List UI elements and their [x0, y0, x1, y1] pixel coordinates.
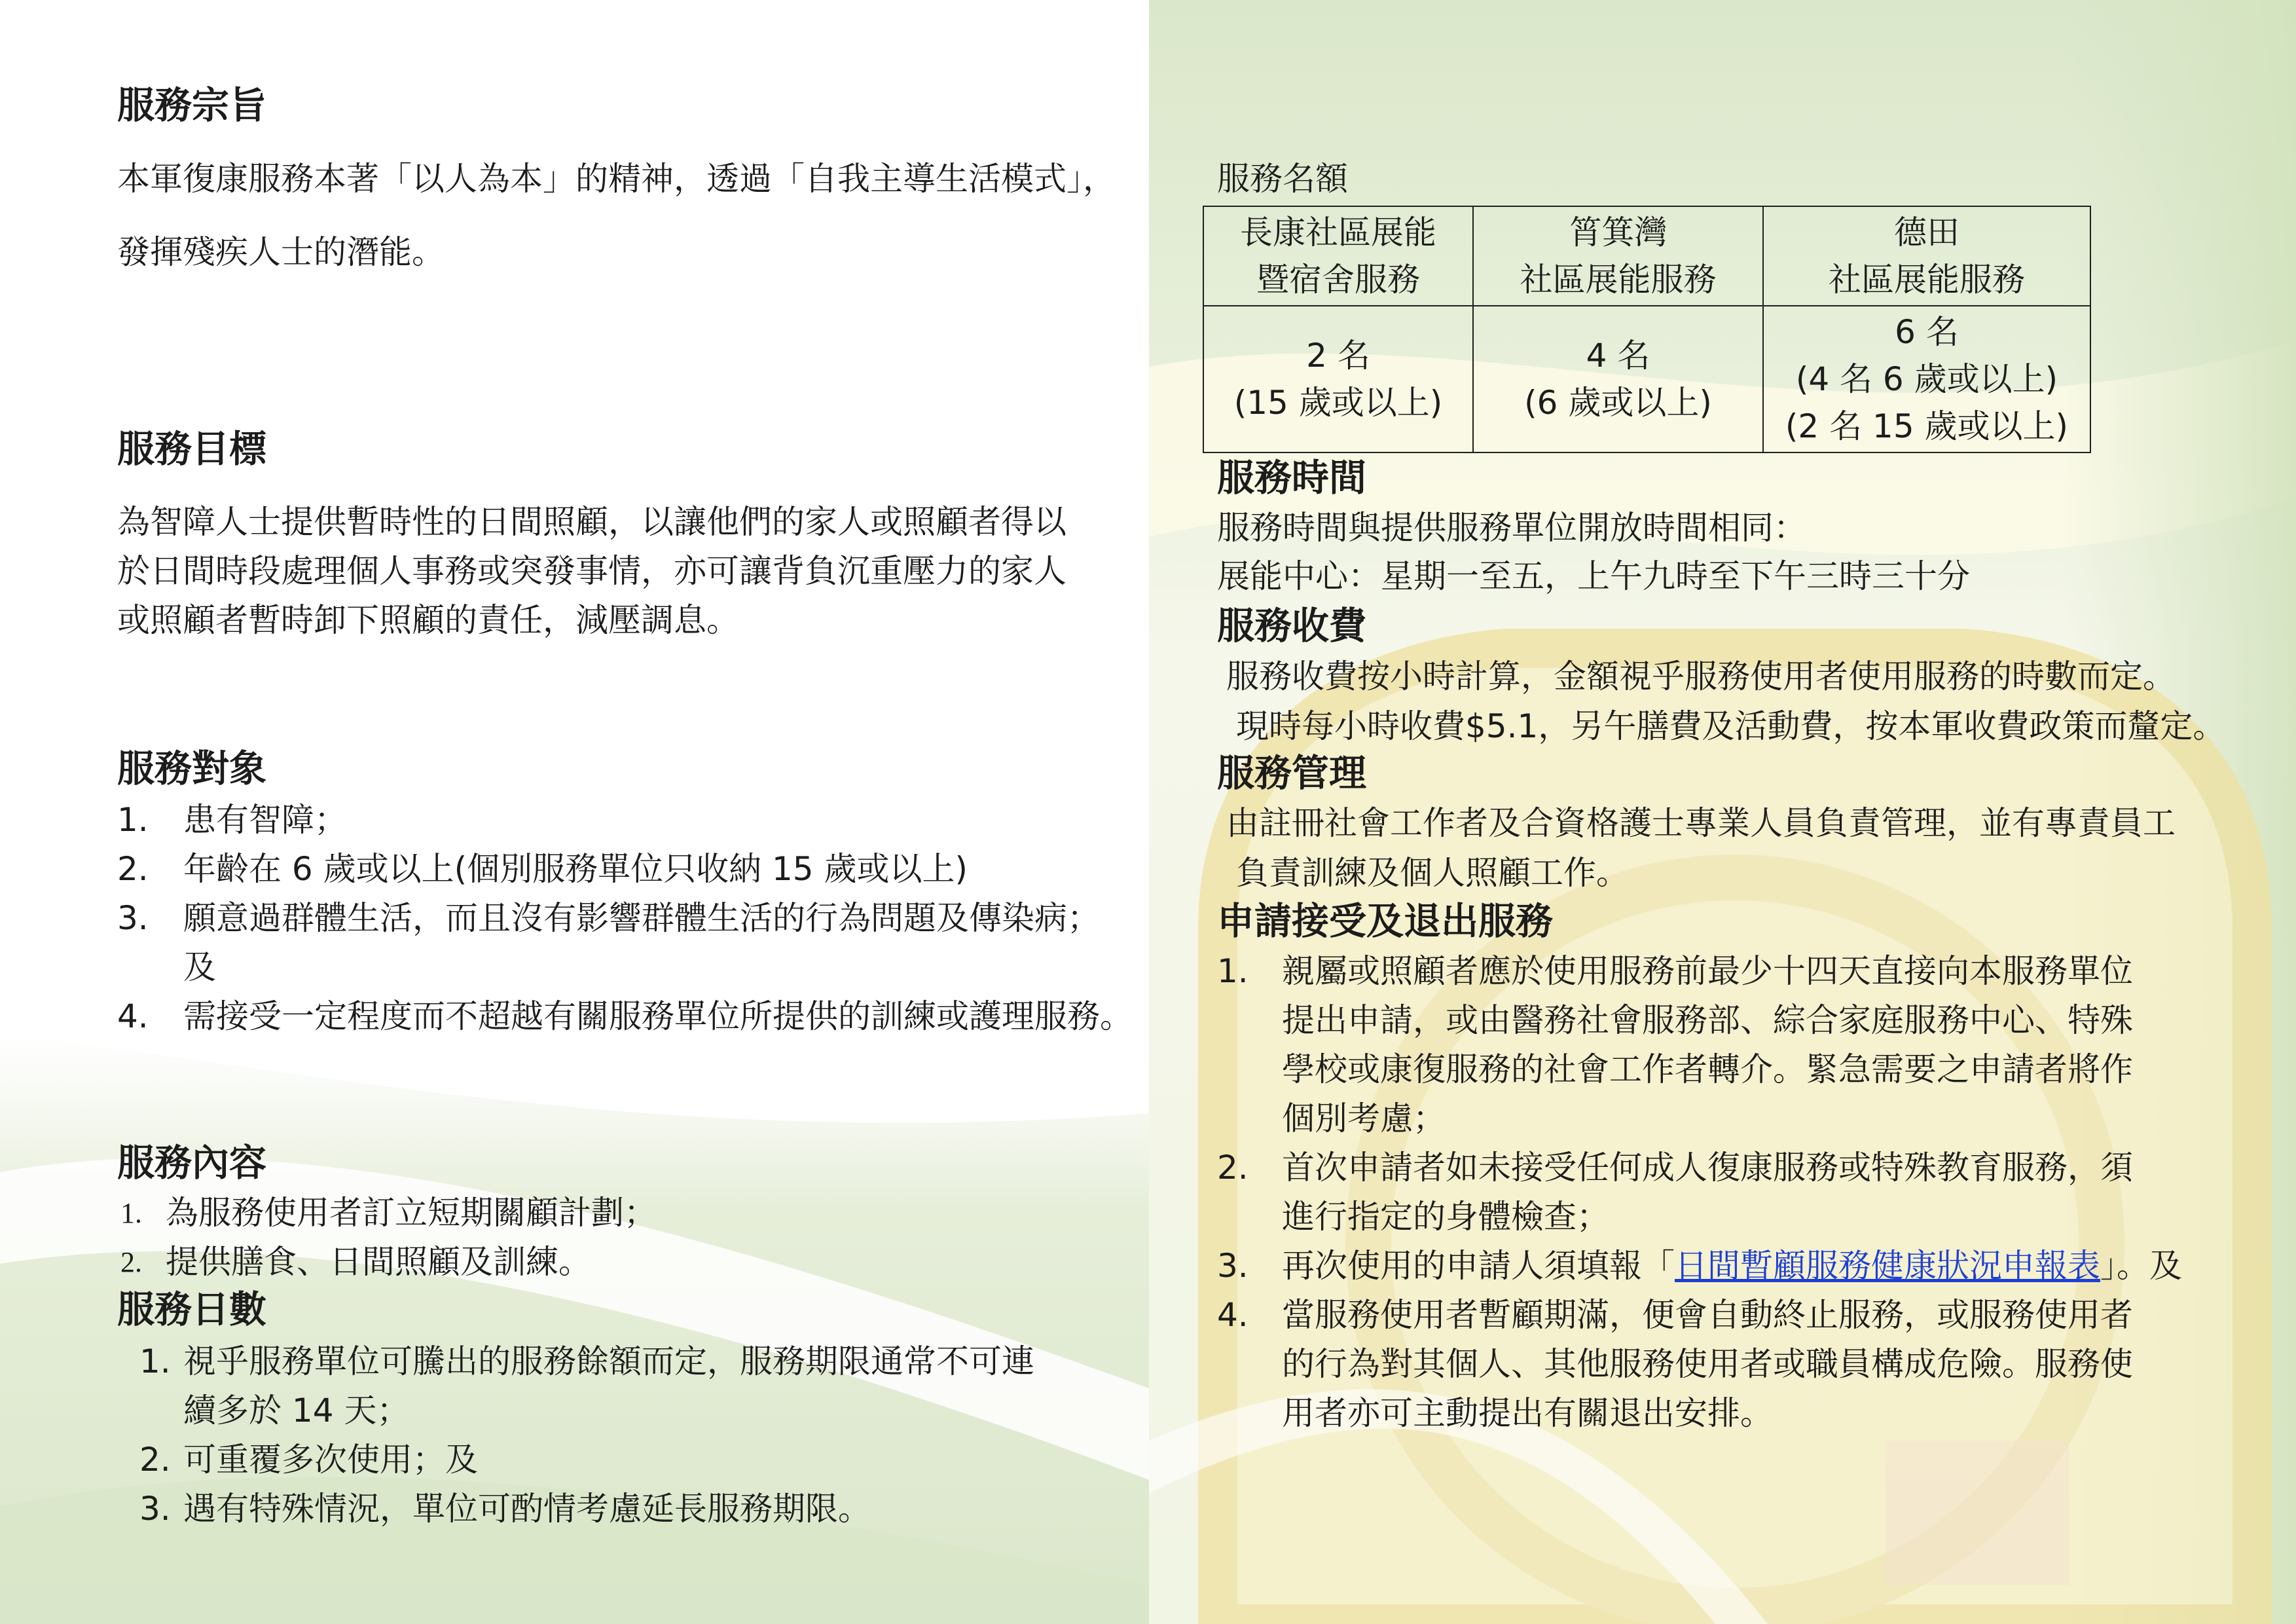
management-line: 負責訓練及個人照顧工作。: [1236, 854, 1629, 892]
list-item-text: 首次申請者如未接受任何成人復康服務或特殊教育服務，須 進行指定的身體檢查；: [1282, 1149, 2133, 1236]
heading-service-duration: 服務日數: [117, 1288, 266, 1331]
list-number: 1.: [139, 1342, 171, 1380]
list-number: 2.: [1217, 1149, 1248, 1187]
quota-caption: 服務名額: [1217, 160, 1348, 198]
list-item: [1217, 1143, 2182, 1242]
list-item: [139, 1435, 1034, 1485]
table-row: [1203, 306, 2090, 452]
content-list: [120, 1189, 657, 1287]
heading-service-objective: 服務目標: [117, 428, 266, 471]
fees-line: 現時每小時收費$5.1，另午膳費及活動費，按本軍收費政策而釐定。: [1236, 707, 2226, 745]
list-item-text: 患有智障；: [183, 801, 347, 839]
list-number: 1.: [117, 801, 149, 839]
header-tak-tin: 德田 社區展能服務: [1763, 206, 2090, 306]
application-list: [1217, 947, 2182, 1438]
heading-service-content: 服務內容: [117, 1141, 266, 1185]
list-item: [139, 1337, 1034, 1435]
quota-table: [1203, 206, 2091, 453]
link-prefix-text: 再次使用的申請人須填報「: [1282, 1247, 1675, 1285]
heading-service-management: 服務管理: [1217, 752, 1366, 795]
list-number: 3.: [117, 899, 149, 937]
list-item-text: 年齡在 6 歲或以上(個別服務單位只收納 15 歲或以上): [183, 850, 968, 888]
header-shau-kei-wan: 筲箕灣 社區展能服務: [1473, 206, 1763, 306]
list-number: 3.: [1217, 1247, 1248, 1285]
link-suffix-text: 」。及: [2100, 1247, 2182, 1285]
list-item-text: 提供膳食、日間照顧及訓練。: [166, 1243, 591, 1281]
quota-cheung-hong: 2 名 (15 歲或以上): [1203, 306, 1473, 452]
list-item: [120, 1238, 657, 1287]
list-item-text: 需接受一定程度而不超越有關服務單位所提供的訓練或護理服務。: [183, 997, 1133, 1035]
heading-service-target: 服務對象: [117, 747, 266, 790]
list-item: [117, 796, 1133, 845]
list-item-text: 視乎服務單位可騰出的服務餘額而定，服務期限通常不可連 續多於 14 天；: [183, 1342, 1034, 1430]
health-declaration-form-link[interactable]: 日間暫顧服務健康狀況申報表: [1675, 1247, 2100, 1285]
list-number: 3.: [139, 1490, 171, 1528]
duration-list: [139, 1337, 1034, 1534]
list-item: [1217, 947, 2182, 1143]
list-item: [117, 992, 1133, 1041]
quota-tak-tin: 6 名 (4 名 6 歲或以上) (2 名 15 歲或以上): [1763, 306, 2090, 452]
list-item: [117, 894, 1133, 992]
purpose-text: 本軍復康服務本著「以人為本」的精神，透過「自我主導生活模式」， 發揮殘疾人士的潛能。: [117, 160, 1116, 271]
list-item: [1217, 1242, 2182, 1291]
list-item-text: 親屬或照顧者應於使用服務前最少十四天直接向本服務單位 提出申請，或由醫務社會服務部、綜合家庭服務中心、特殊 學校或康復服務的社會工作者轉介。緊急需要之申請者將作 個別考慮；: [1282, 952, 2133, 1137]
list-number: 4.: [1217, 1296, 1248, 1334]
management-line: 由註冊社會工作者及合資格護士專業人員負責管理，並有專責員工: [1226, 804, 2176, 842]
list-item: [117, 845, 1133, 894]
fees-line: 服務收費按小時計算，金額視乎服務使用者使用服務的時數而定。: [1226, 657, 2176, 695]
heading-application-and-exit: 申請接受及退出服務: [1217, 900, 1553, 943]
list-item: [139, 1485, 1034, 1534]
heading-service-purpose: 服務宗旨: [117, 84, 266, 127]
list-item: [1217, 1291, 2182, 1438]
crest-red-center: [1886, 1441, 2069, 1585]
hours-text: 服務時間與提供服務單位開放時間相同： 展能中心：星期一至五，上午九時至下午三時三十分: [1217, 509, 1970, 595]
list-number: 2.: [139, 1441, 171, 1479]
heading-service-fees: 服務收費: [1217, 604, 1366, 648]
heading-service-hours: 服務時間: [1217, 456, 1366, 500]
list-item-text: 當服務使用者暫顧期滿，便會自動終止服務，或服務使用者 的行為對其個人、其他服務使用者或職員構成危險。服務使 用者亦可主動提出有關退出安排。: [1282, 1296, 2133, 1432]
list-item-text: 遇有特殊情況，單位可酌情考慮延長服務期限。: [183, 1490, 871, 1528]
list-number: 1.: [1217, 952, 1248, 990]
list-item: [120, 1189, 657, 1238]
list-item-text: 為服務使用者訂立短期關顧計劃；: [166, 1194, 657, 1232]
list-item-text: [1282, 1242, 2182, 1291]
eligibility-list: [117, 796, 1133, 1041]
objective-text: 為智障人士提供暫時性的日間照顧，以讓他們的家人或照顧者得以 於日間時段處理個人事務或突發事情，亦可讓背負沉重壓力的家人 或照顧者暫時卸下照顧的責任，減壓調息。: [117, 503, 1066, 639]
list-number: 1.: [120, 1197, 142, 1229]
quota-shau-kei-wan: 4 名 (6 歲或以上): [1473, 306, 1763, 452]
list-item-text: 願意過群體生活，而且沒有影響群體生活的行為問題及傳染病； 及: [183, 899, 1100, 986]
list-number: 2.: [120, 1246, 142, 1278]
table-header-row: [1203, 206, 2090, 306]
list-number: 2.: [117, 850, 149, 888]
list-item-text: 可重覆多次使用；及: [183, 1441, 478, 1479]
list-number: 4.: [117, 997, 149, 1035]
header-cheung-hong: 長康社區展能 暨宿舍服務: [1203, 206, 1473, 306]
